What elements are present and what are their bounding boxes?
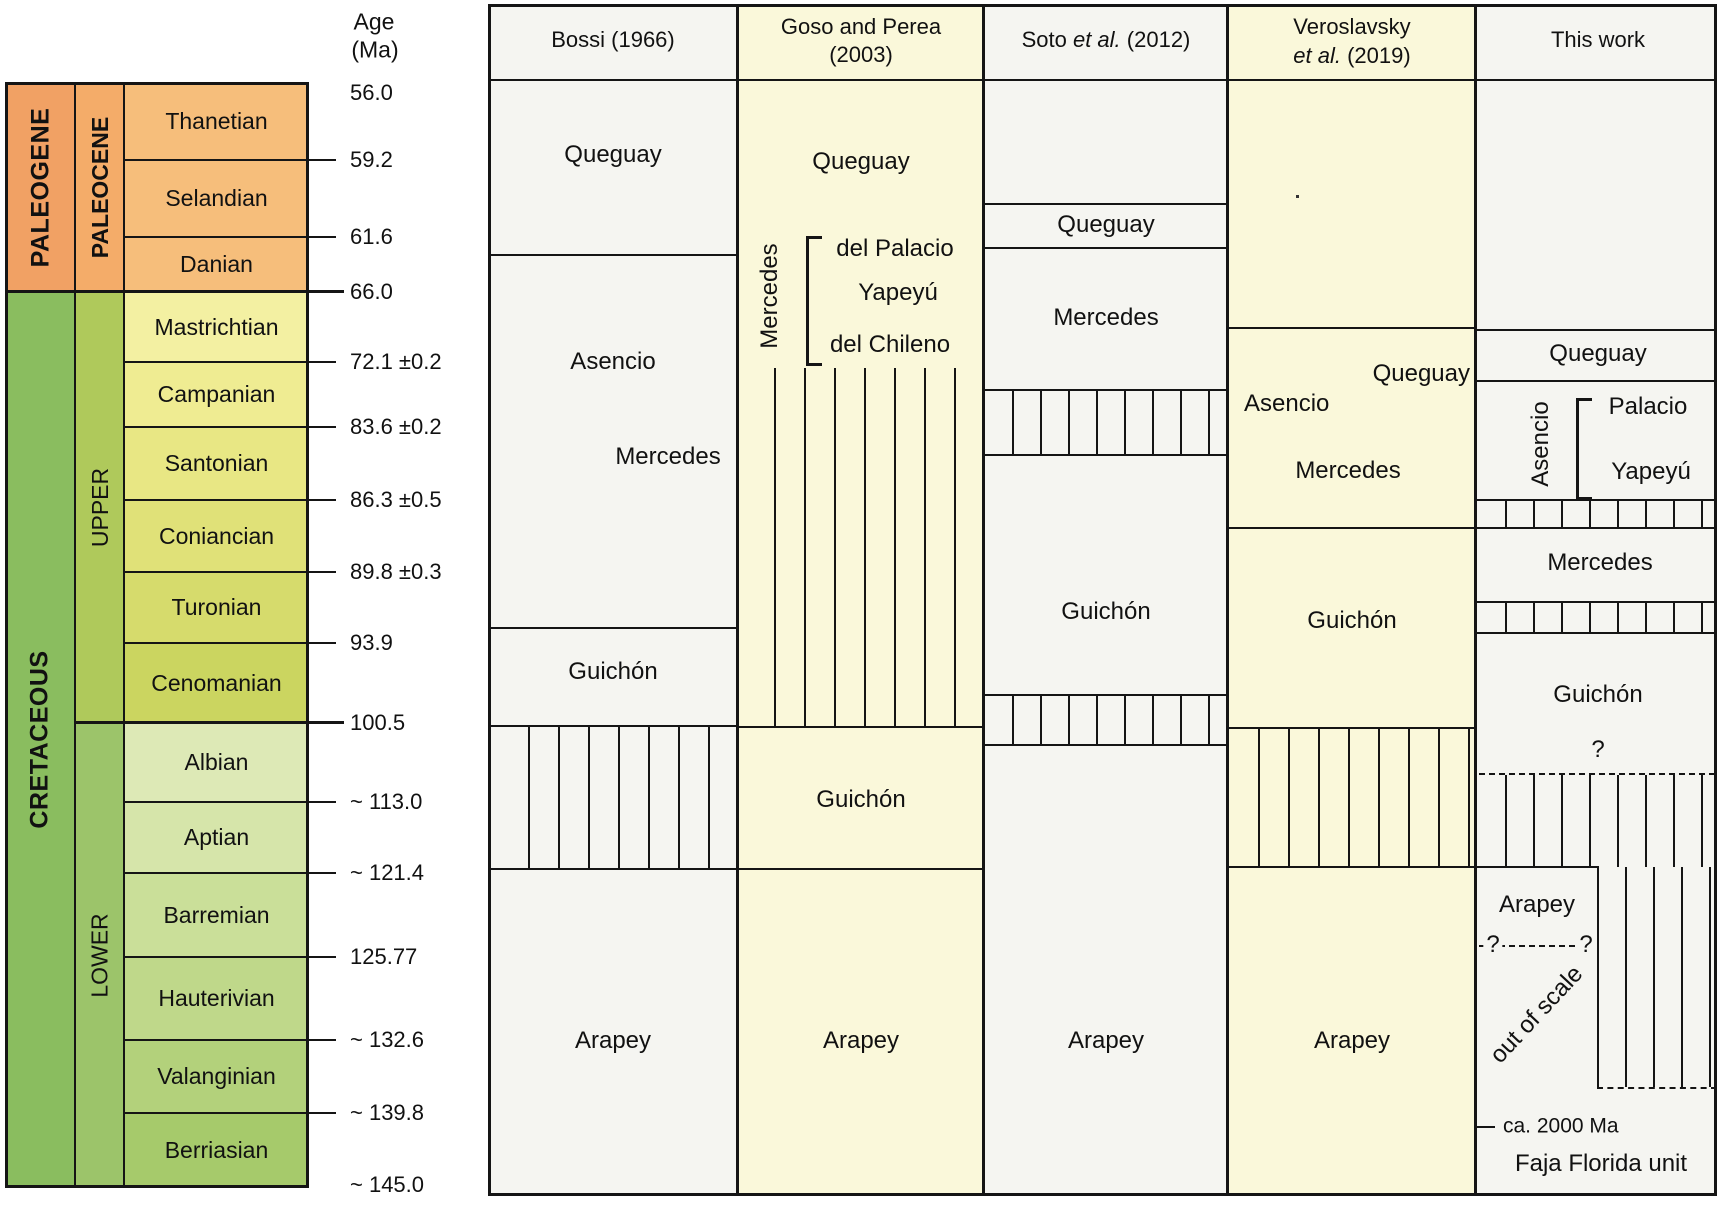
- epoch-cell-lower: [76, 723, 125, 1187]
- unit-bossi-arapey: Arapey: [574, 1026, 652, 1054]
- hatch-thiswork-asencio-mercedes: [1479, 501, 1715, 527]
- stage-cell-santonian: [125, 427, 308, 500]
- hatch-thiswork-mercedes-guichon: [1479, 603, 1715, 632]
- age-label-100: 100.5: [350, 709, 406, 735]
- column-separator: [982, 4, 985, 1196]
- stage-label: Turonian: [171, 594, 262, 620]
- thiswork-mercedes-top: [1477, 527, 1717, 529]
- age-label-125: 125.77: [350, 943, 418, 969]
- era-label-paleogene: PALEOGENE: [26, 107, 54, 267]
- hatch-thiswork-guichon-arapey: [1479, 775, 1717, 867]
- age-label-56: 56.0: [350, 79, 393, 105]
- epoch-label-paleocene: PALEOCENE: [87, 116, 113, 258]
- stage-boundary: [125, 1039, 308, 1041]
- stage-cell-berriasian: [125, 1113, 308, 1187]
- stage-label: Valanginian: [157, 1063, 276, 1089]
- thiswork-out-of-scale: out of scale: [1484, 960, 1589, 1069]
- header-text: Soto: [1021, 26, 1073, 52]
- unit-veroslavsky-mercedes: Mercedes: [1295, 456, 1401, 484]
- timescale-border-left: [5, 82, 8, 1187]
- age-label-89: 89.8 ±0.3: [350, 558, 442, 584]
- table-border-top: [488, 4, 1717, 7]
- timescale-divider-era-epoch: [74, 82, 76, 1187]
- age-label-61: 61.6: [350, 223, 393, 249]
- thiswork-mercedes-bottom: [1477, 601, 1717, 603]
- thiswork-uncertainty-left: ?: [1483, 932, 1502, 958]
- stage-boundary: [125, 1112, 308, 1114]
- age-tick: [306, 426, 336, 428]
- unit-goso-queguay: Queguay: [812, 147, 910, 175]
- column-separator: [1226, 4, 1229, 1196]
- goso-member-bracket: [806, 236, 822, 366]
- stage-boundary: [125, 236, 308, 238]
- header-text: (2019): [1340, 42, 1411, 68]
- era-cell-cretaceous: [5, 292, 76, 1187]
- unit-soto-guichon: Guichón: [1061, 597, 1151, 625]
- unit-thiswork-asencio-rotated: Asencio: [1526, 401, 1554, 487]
- age-tick: [306, 956, 336, 958]
- unit-thiswork-guichon: Guichón: [1553, 680, 1643, 708]
- age-axis-title-line1: Age: [353, 8, 395, 35]
- age-label-72: 72.1 ±0.2: [350, 348, 442, 374]
- unit-thiswork-arapey: Arapey: [1498, 890, 1576, 918]
- bossi-mercedes-bottom: [488, 627, 738, 629]
- epoch-label-lower: LOWER: [87, 912, 113, 998]
- thiswork-asencio-bottom: [1477, 499, 1717, 501]
- member-goso-yapeyu: Yapeyú: [858, 278, 938, 306]
- column-bg-veroslavsky: [1228, 4, 1477, 1196]
- soto-queguay-bottom: [984, 247, 1228, 249]
- hatch-thiswork-arapey-right: [1597, 867, 1719, 1087]
- age-tick: [306, 801, 336, 803]
- timescale-border-bottom: [5, 1185, 309, 1188]
- column-separator: [736, 4, 739, 1196]
- unit-goso-arapey: Arapey: [822, 1026, 900, 1054]
- thiswork-arapey-top-partial: [1477, 866, 1599, 868]
- unit-bossi-guichon: Guichón: [568, 657, 658, 685]
- stage-label: Cenomanian: [151, 669, 282, 696]
- goso-guichon-top: [738, 726, 984, 728]
- thiswork-member-bracket: [1576, 398, 1592, 500]
- age-label-93: 93.9: [350, 629, 393, 655]
- soto-arapey-top: [984, 744, 1228, 746]
- unit-goso-mercedes-rotated: Mercedes: [755, 243, 783, 349]
- thiswork-uncertainty-right: ?: [1576, 932, 1595, 958]
- unit-veroslavsky-asencio: Asencio: [1244, 389, 1330, 417]
- thiswork-basement-unit: Faja Florida unit: [1514, 1149, 1688, 1177]
- age-tick: [306, 872, 336, 874]
- column-separator: [1474, 4, 1477, 1196]
- age-tick: [306, 1112, 336, 1114]
- member-goso-del-palacio: del Palacio: [836, 234, 954, 262]
- timescale-boundary-66: [5, 290, 309, 293]
- unit-thiswork-queguay: Queguay: [1549, 339, 1647, 367]
- column-bg-bossi: [488, 4, 738, 1196]
- hatch-soto-guichon-arapey: [986, 696, 1226, 744]
- table-border-bottom: [488, 1193, 1717, 1196]
- age-tick: [306, 499, 336, 501]
- stage-boundary: [125, 801, 308, 803]
- thiswork-basement-age: ca. 2000 Ma: [1503, 1114, 1619, 1138]
- stage-boundary: [125, 642, 308, 644]
- stage-label: Mastrichtian: [154, 313, 279, 340]
- stage-cell-hauterivian: [125, 957, 308, 1040]
- column-header-veroslavsky-line2: [1293, 44, 1410, 68]
- stage-cell-aptian: [125, 802, 308, 873]
- bossi-queguay-bottom: [488, 254, 738, 256]
- age-label-86: 86.3 ±0.5: [350, 486, 442, 512]
- soto-guichon-bottom: [984, 694, 1228, 696]
- thiswork-guichon-dashed-base: [1479, 773, 1715, 775]
- veroslavsky-guichon-bottom: [1228, 727, 1477, 729]
- thiswork-uncertainty-top: ?: [1591, 735, 1605, 763]
- stage-label: Hauterivian: [158, 985, 275, 1011]
- age-tick: [306, 1039, 336, 1041]
- age-label-139: ~ 139.8: [350, 1099, 425, 1125]
- age-label-83: 83.6 ±0.2: [350, 413, 442, 439]
- unit-bossi-asencio: Asencio: [570, 347, 656, 375]
- stage-cell-cenomanian: [125, 643, 308, 723]
- stage-label: Albian: [184, 749, 249, 775]
- stage-cell-mastrichtian: [125, 292, 308, 362]
- stage-label: Danian: [180, 251, 253, 277]
- hatch-bossi-guichon-arapey: [500, 726, 726, 869]
- member-thiswork-yapeyu: Yapeyú: [1611, 457, 1691, 485]
- table-border-left: [488, 4, 491, 1196]
- era-label-cretaceous: CRETACEOUS: [26, 650, 55, 829]
- stage-boundary: [125, 426, 308, 428]
- bossi-guichon-bottom: [488, 725, 738, 727]
- stage-boundary: [125, 956, 308, 958]
- column-header-goso-line1: Goso and Perea: [780, 13, 942, 39]
- stage-cell-thanetian: [125, 82, 308, 160]
- thiswork-basement-tick: [1477, 1126, 1495, 1128]
- timescale-divider-epoch-stage: [123, 82, 125, 1187]
- thiswork-queguay-bottom: [1477, 380, 1717, 382]
- age-tick: [306, 361, 336, 363]
- stage-boundary: [125, 361, 308, 363]
- era-cell-paleogene: [5, 82, 76, 292]
- timescale-boundary-100: [76, 721, 309, 724]
- unit-thiswork-mercedes: Mercedes: [1547, 548, 1653, 576]
- unit-bossi-mercedes: Mercedes: [615, 442, 721, 470]
- unit-goso-guichon: Guichón: [816, 785, 906, 813]
- stage-cell-turonian: [125, 572, 308, 643]
- stage-cell-valanginian: [125, 1040, 308, 1113]
- veroslavsky-arapey-top: [1228, 866, 1477, 868]
- stage-cell-danian: [125, 237, 308, 292]
- stage-cell-coniancian: [125, 500, 308, 572]
- thiswork-guichon-top: [1477, 632, 1717, 634]
- stage-cell-albian: [125, 723, 308, 802]
- age-label-113: ~ 113.0: [350, 788, 423, 814]
- stage-boundary: [125, 571, 308, 573]
- stage-label: Barremian: [163, 901, 270, 928]
- member-thiswork-palacio: Palacio: [1608, 392, 1688, 420]
- age-axis-title-line2: (Ma): [351, 36, 399, 63]
- soto-mercedes-bottom: [984, 389, 1228, 391]
- header-bottom-line: [488, 79, 1717, 81]
- column-header-goso-line2: (2003): [829, 41, 893, 67]
- age-tick: [306, 236, 336, 238]
- stage-label: Berriasian: [164, 1136, 269, 1163]
- epoch-cell-paleocene: [76, 82, 125, 292]
- column-header-soto: [1022, 28, 1191, 52]
- soto-queguay-top: [984, 203, 1228, 205]
- unit-soto-mercedes: Mercedes: [1053, 303, 1159, 331]
- epoch-cell-upper: [76, 292, 125, 723]
- stage-label: Thanetian: [165, 107, 268, 134]
- table-border-right: [1714, 4, 1717, 1196]
- hatch-soto-mercedes-guichon: [986, 391, 1226, 454]
- header-et-al: et al.: [1072, 26, 1121, 52]
- goso-arapey-top: [738, 868, 984, 870]
- age-tick-100: [306, 721, 344, 724]
- stage-boundary: [125, 499, 308, 501]
- print-speck: [1296, 195, 1299, 198]
- column-header-veroslavsky-line1: Veroslavsky: [1293, 13, 1411, 39]
- stage-label: Coniancian: [158, 522, 275, 549]
- member-goso-del-chileno: del Chileno: [829, 330, 951, 358]
- hatch-veroslavsky-guichon-arapey: [1230, 729, 1475, 867]
- stage-label: Selandian: [165, 185, 268, 211]
- timescale-border-right: [306, 82, 309, 1187]
- stage-boundary: [125, 159, 308, 161]
- veroslavsky-guichon-top: [1228, 527, 1477, 529]
- unit-soto-arapey: Arapey: [1067, 1026, 1145, 1054]
- age-tick: [306, 571, 336, 573]
- age-label-59: 59.2: [350, 146, 393, 172]
- stage-label: Campanian: [157, 381, 276, 407]
- age-label-121: ~ 121.4: [350, 859, 425, 885]
- age-label-66: 66.0: [350, 278, 393, 304]
- unit-bossi-queguay: Queguay: [564, 140, 662, 168]
- age-label-145: ~ 145.0: [350, 1171, 425, 1197]
- stage-cell-campanian: [125, 362, 308, 427]
- stage-cell-selandian: [125, 160, 308, 237]
- timescale-border-top: [5, 82, 309, 85]
- age-tick: [306, 642, 336, 644]
- bossi-arapey-top: [488, 868, 738, 870]
- soto-guichon-top: [984, 454, 1228, 456]
- age-tick: [306, 159, 336, 161]
- column-header-this-work: This work: [1550, 26, 1646, 52]
- stage-label: Aptian: [183, 824, 250, 850]
- age-label-132: ~ 132.6: [350, 1026, 425, 1052]
- unit-veroslavsky-arapey: Arapey: [1313, 1026, 1391, 1054]
- stage-boundary: [125, 872, 308, 874]
- hatch-goso-mercedes-guichon: [746, 368, 976, 726]
- epoch-label-upper: UPPER: [87, 467, 113, 548]
- veroslavsky-queguay-top: [1228, 327, 1477, 329]
- stage-label: Santonian: [164, 450, 269, 476]
- header-et-al: et al.: [1293, 42, 1341, 68]
- unit-soto-queguay: Queguay: [1057, 210, 1155, 238]
- dashed-boundary-thiswork-bottom: [1597, 1087, 1717, 1089]
- unit-veroslavsky-guichon: Guichón: [1307, 606, 1397, 634]
- unit-veroslavsky-queguay: Queguay: [1372, 359, 1470, 387]
- thiswork-queguay-top: [1477, 329, 1717, 331]
- column-header-bossi: Bossi (1966): [551, 26, 675, 52]
- stage-cell-barremian: [125, 873, 308, 957]
- header-text: (2012): [1120, 26, 1191, 52]
- age-tick-66: [306, 290, 344, 293]
